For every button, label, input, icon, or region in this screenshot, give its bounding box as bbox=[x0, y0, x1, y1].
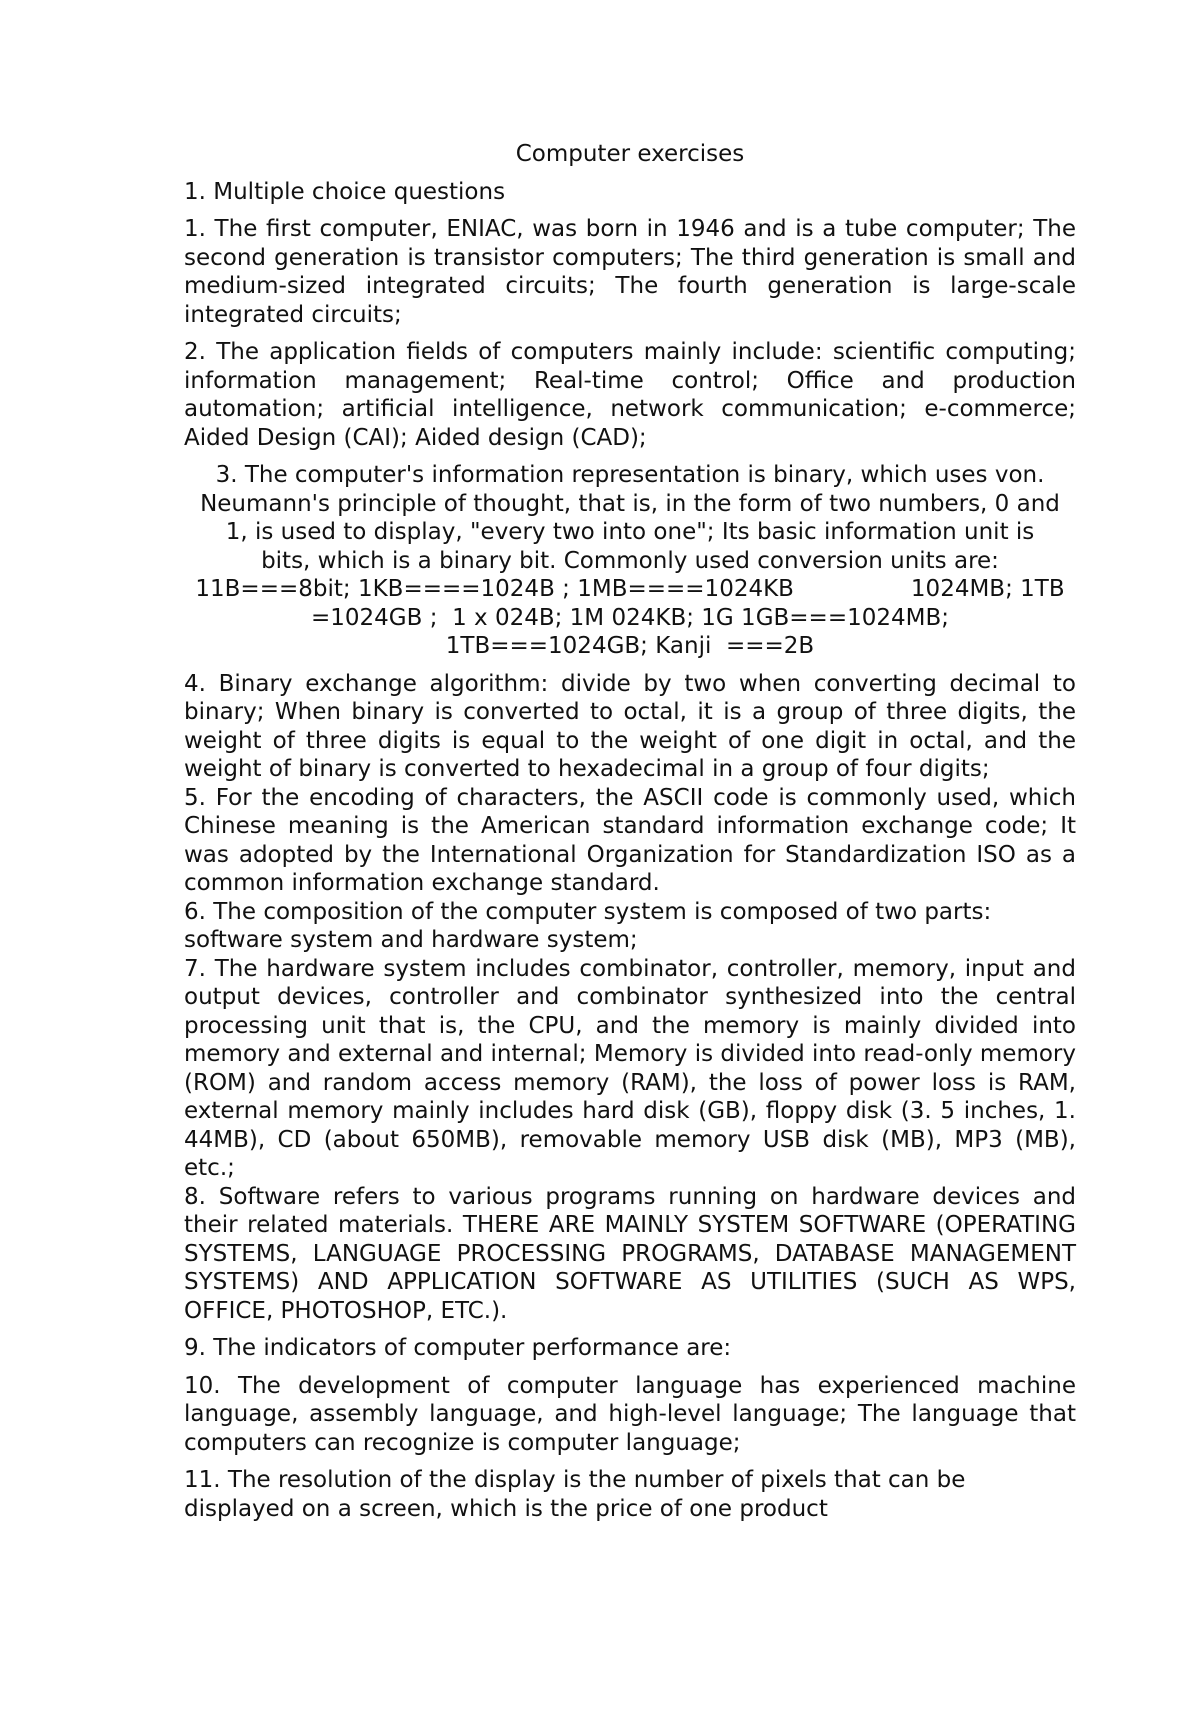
question-item-5: 5. For the encoding of characters, the ASCII code is commonly used, which Chinese meaning is the American standard information exchange code; It was adopted by the International Organization for Standardization ISO as a common information exchange standard. bbox=[184, 784, 1076, 896]
question-item-3-line: Neumann's principle of thought, that is, in the form of two numbers, 0 and bbox=[200, 490, 1060, 517]
question-item-7: 7. The hardware system includes combinator, controller, memory, input and output devices, controller and combinator synthesized into the central processing unit that is, the CPU, and the memory is mainly divided into memory and external and internal; Memory is divided into read-only memory (ROM) and random access memory (RAM), the loss of power loss is RAM, external memory mainly includes hard disk (GB), floppy disk (3. 5 inches, 1. 44MB), CD (about 650MB), removable memory USB disk (MB), MP3 (MB), etc.; bbox=[184, 955, 1076, 1181]
question-item-3-line: 11B===8bit; 1KB====1024B ; 1MB====1024KB 1024MB; 1TB bbox=[195, 576, 1065, 602]
question-item-3-line: bits, which is a binary bit. Commonly used conversion units are: bbox=[261, 547, 999, 574]
question-item-6: 6. The composition of the computer system is composed of two parts: software system and hardware system; bbox=[184, 898, 992, 953]
question-item-3-line: 1TB===1024GB; Kanji ===2B bbox=[445, 633, 815, 659]
question-item-11: 11. The resolution of the display is the number of pixels that can be displayed on a screen, which is the price of one product bbox=[184, 1467, 966, 1522]
question-item-3-line: =1024GB ; 1 x 024B; 1M 024KB; 1G 1GB===1024MB; bbox=[310, 604, 950, 631]
question-item-1: 1. The first computer, ENIAC, was born in 1946 and is a tube computer; The second generation is transistor computers; The third generation is small and medium-sized integrated circuits; The fourth generation is large-scale integrated circuits; bbox=[184, 216, 1076, 328]
document-title: Computer exercises bbox=[515, 141, 745, 167]
question-item-3-line: 1, is used to display, "every two into one"; Its basic information unit is bbox=[225, 519, 1035, 545]
question-item-2: 2. The application fields of computers mainly include: scientific computing; information management; Real-time control; Office and production automation; artificial intelligence, network communication; e-commerce; Aided Design (CAI); Aided design (CAD); bbox=[184, 339, 1076, 451]
question-item-10: 10. The development of computer language has experienced machine language, assembly language, and high-level language; The language that computers can recognize is computer language; bbox=[184, 1372, 1076, 1456]
question-item-3-line: 3. The computer's information representation is binary, which uses von. bbox=[215, 462, 1045, 488]
document-page bbox=[184, 140, 1076, 1532]
section-heading: 1. Multiple choice questions bbox=[184, 178, 506, 205]
question-item-9: 9. The indicators of computer performance are: bbox=[184, 1335, 732, 1361]
question-item-4: 4. Binary exchange algorithm: divide by two when converting decimal to binary; When binary is converted to octal, it is a group of three digits, the weight of three digits is equal to the weight of one digit in octal, and the weight of binary is converted to hexadecimal in a group of four digits; bbox=[184, 670, 1076, 782]
question-item-8: 8. Software refers to various programs running on hardware devices and their related materials. THERE ARE MAINLY SYSTEM SOFTWARE (OPERATING SYSTEMS, LANGUAGE PROCESSING PROGRAMS, DATABASE MANAGEMENT SYSTEMS) AND APPLICATION SOFTWARE AS UTILITIES (SUCH AS WPS, OFFICE, PHOTOSHOP, ETC.). bbox=[184, 1183, 1076, 1324]
question-item-3 bbox=[184, 461, 1076, 661]
